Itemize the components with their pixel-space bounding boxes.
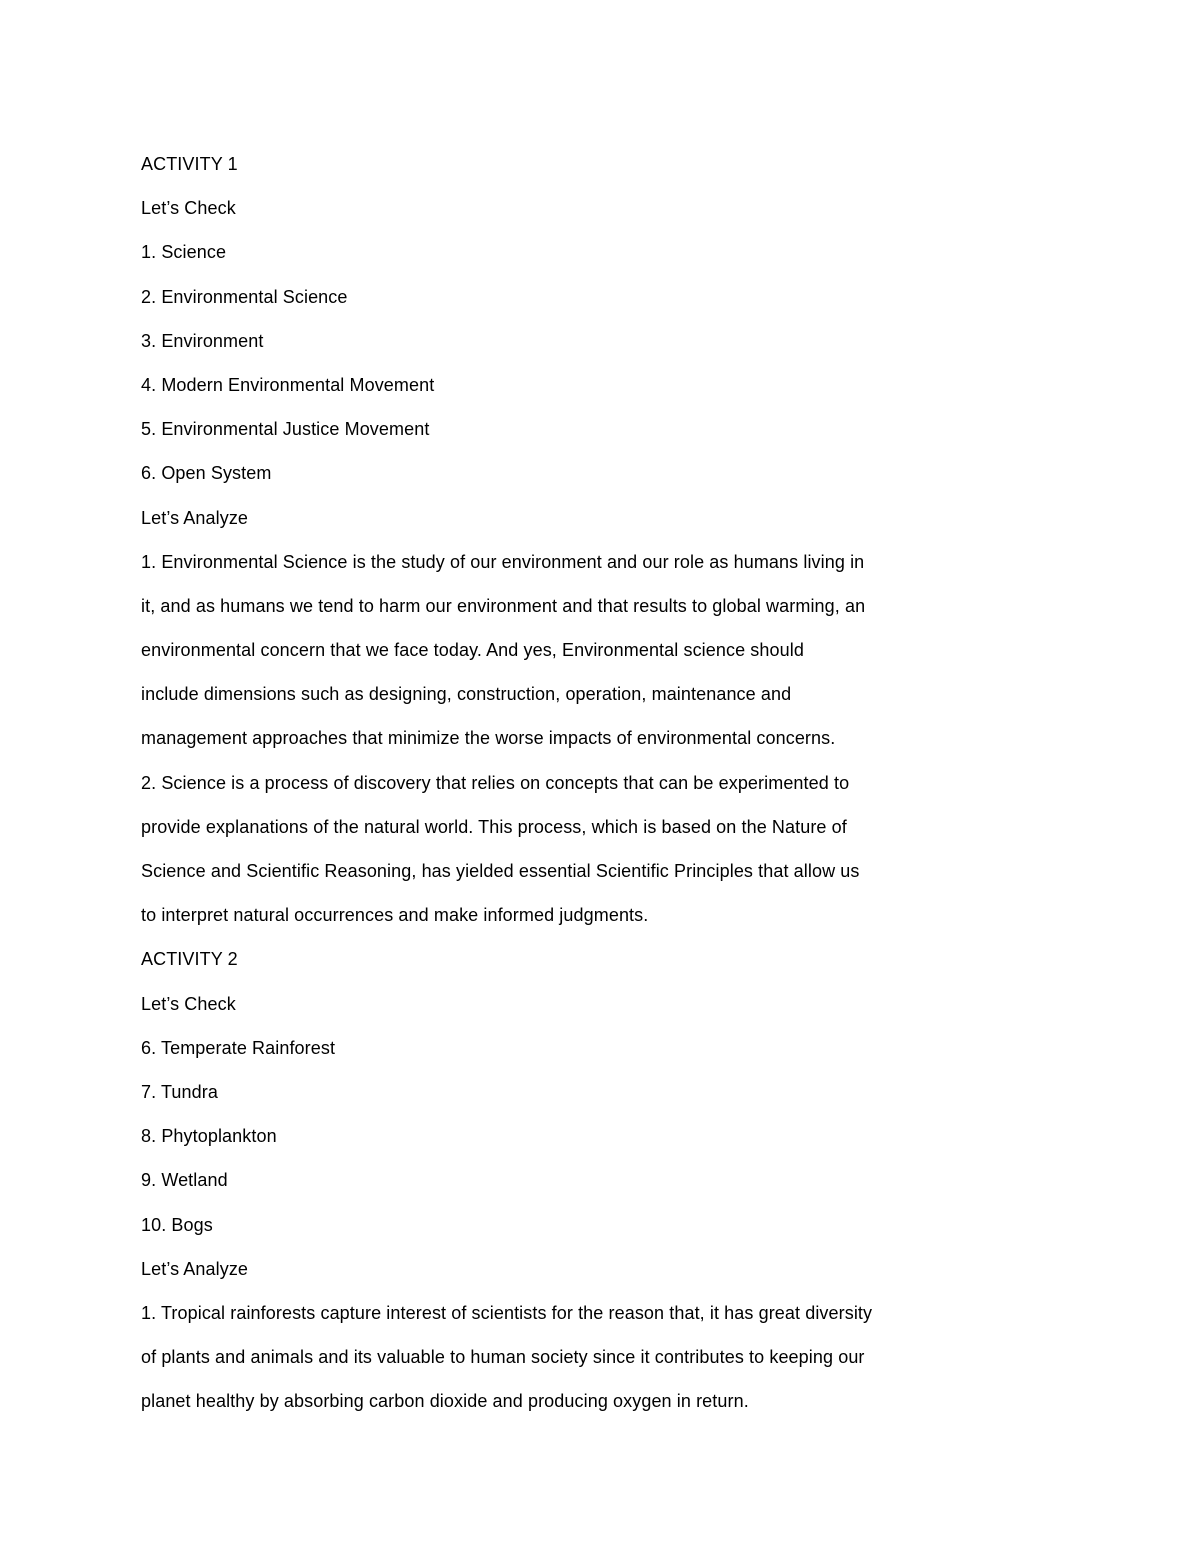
activity-1-check-heading: Let’s Check	[141, 198, 236, 219]
check-item: 5. Environmental Justice Movement	[141, 419, 430, 440]
analyze-line: planet healthy by absorbing carbon dioxide and producing oxygen in return.	[141, 1391, 749, 1412]
analyze-line: 1. Environmental Science is the study of our environment and our role as humans living in	[141, 551, 865, 572]
analyze-line: 1. Tropical rainforests capture interest of scientists for the reason that, it has great diversity	[141, 1302, 873, 1323]
analyze-line: management approaches that minimize the worse impacts of environmental concerns.	[141, 728, 836, 749]
activity-2-heading: ACTIVITY 2	[141, 949, 238, 970]
analyze-line: 2. Science is a process of discovery that relies on concepts that can be experimented to	[141, 772, 850, 793]
analyze-line: provide explanations of the natural world. This process, which is based on the Nature of	[141, 816, 847, 837]
document-body	[141, 142, 961, 1423]
check-item: 4. Modern Environmental Movement	[141, 374, 435, 395]
activity-1-analyze-heading: Let’s Analyze	[141, 507, 249, 528]
analyze-line: Science and Scientific Reasoning, has yielded essential Scientific Principles that allow us	[141, 861, 860, 881]
check-item: 10. Bogs	[141, 1214, 213, 1235]
activity-2-check-heading: Let’s Check	[141, 993, 236, 1014]
analyze-line: environmental concern that we face today. And yes, Environmental science should	[141, 640, 804, 661]
check-item: 3. Environment	[141, 330, 264, 351]
check-item: 8. Phytoplankton	[141, 1126, 277, 1147]
check-item: 6. Open System	[141, 463, 272, 484]
check-item: 6. Temperate Rainforest	[141, 1037, 336, 1058]
analyze-line: of plants and animals and its valuable to human society since it contributes to keeping our	[141, 1347, 865, 1368]
activity-2-analyze-heading: Let’s Analyze	[141, 1258, 249, 1279]
activity-1-heading: ACTIVITY 1	[141, 154, 238, 174]
check-item: 2. Environmental Science	[141, 286, 348, 307]
analyze-line: include dimensions such as designing, construction, operation, maintenance and	[141, 684, 792, 705]
analyze-line: it, and as humans we tend to harm our environment and that results to global warming, an	[141, 595, 866, 616]
check-item: 1. Science	[141, 242, 227, 263]
check-item: 7. Tundra	[141, 1081, 218, 1102]
analyze-line: to interpret natural occurrences and make informed judgments.	[141, 905, 649, 926]
check-item: 9. Wetland	[141, 1170, 228, 1191]
